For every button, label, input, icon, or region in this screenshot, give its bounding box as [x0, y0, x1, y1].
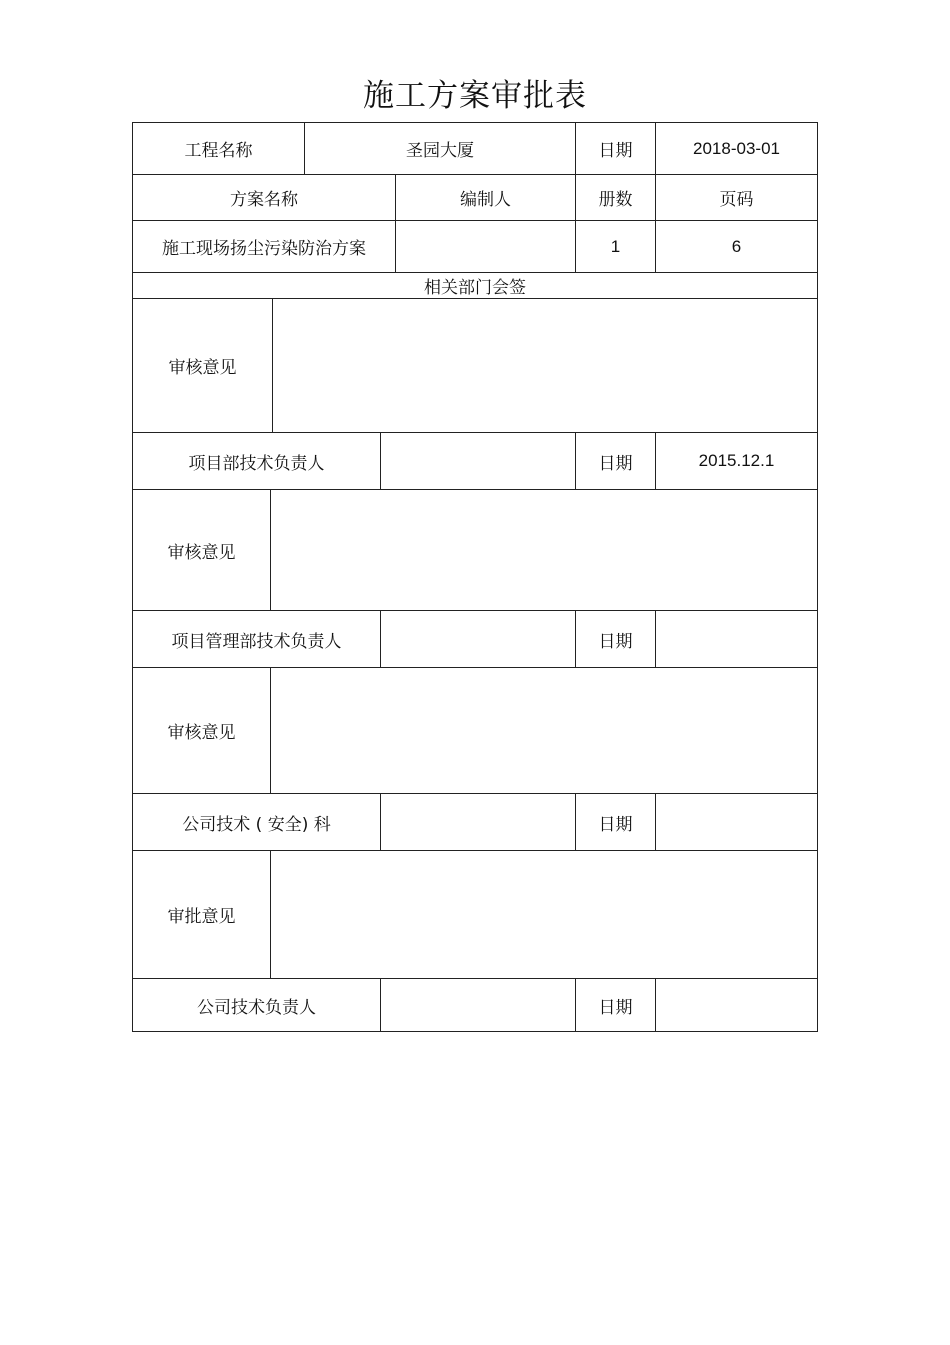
plan-name-header: 方案名称 — [230, 190, 298, 210]
countersign-label: 相关部门会签 — [424, 278, 526, 298]
opinion-field — [272, 299, 817, 432]
plan-author-value — [395, 221, 575, 272]
project-name-label: 工程名称 — [184, 141, 253, 161]
signer-field — [380, 794, 575, 850]
signer-label: 项目部技术负责人 — [188, 453, 325, 474]
signer-field — [380, 611, 575, 667]
project-name-value: 圣园大厦 — [304, 123, 575, 174]
signer-date-value — [655, 979, 817, 1031]
opinion-row — [132, 667, 818, 793]
opinion-row — [132, 298, 818, 432]
plan-name-value: 施工现场扬尘污染防治方案 — [162, 239, 366, 259]
plan-volumes-header: 册数 — [575, 175, 655, 220]
signer-date-value — [655, 794, 817, 850]
project-row — [132, 122, 818, 174]
project-date-value: 2018-03-01 — [655, 123, 817, 174]
signer-date-label: 日期 — [575, 611, 655, 667]
signer-field — [380, 979, 575, 1031]
signer-label: 公司技术负责人 — [197, 997, 316, 1018]
opinion-row — [132, 489, 818, 610]
signer-label: 公司技术 ( 安全) 科 — [182, 814, 331, 835]
signer-date-value: 2015.12.1 — [655, 433, 817, 489]
opinion-field — [270, 490, 817, 610]
project-date-label: 日期 — [575, 123, 655, 174]
signer-row — [132, 432, 818, 489]
countersign-row — [132, 272, 818, 298]
opinion-row — [132, 850, 818, 978]
signer-row — [132, 610, 818, 667]
signer-field — [380, 433, 575, 489]
plan-pages-value: 6 — [655, 221, 817, 272]
plan-header-row — [132, 174, 818, 220]
opinion-label: 审核意见 — [168, 358, 237, 378]
plan-author-header: 编制人 — [395, 175, 575, 220]
signer-date-value — [655, 611, 817, 667]
opinion-label: 审批意见 — [167, 907, 236, 927]
approval-form-table — [132, 122, 818, 1032]
opinion-label: 审核意见 — [167, 723, 236, 743]
signer-row — [132, 978, 818, 1032]
signer-label: 项目管理部技术负责人 — [171, 631, 342, 652]
signer-date-label: 日期 — [575, 794, 655, 850]
opinion-field — [270, 851, 817, 978]
signer-date-label: 日期 — [575, 433, 655, 489]
plan-pages-header: 页码 — [655, 175, 817, 220]
signer-date-label: 日期 — [575, 979, 655, 1031]
opinion-field — [270, 668, 817, 793]
plan-value-row — [132, 220, 818, 272]
opinion-label: 审核意见 — [167, 542, 236, 563]
signer-row — [132, 793, 818, 850]
plan-volumes-value: 1 — [575, 221, 655, 272]
form-title: 施工方案审批表 — [363, 78, 587, 114]
